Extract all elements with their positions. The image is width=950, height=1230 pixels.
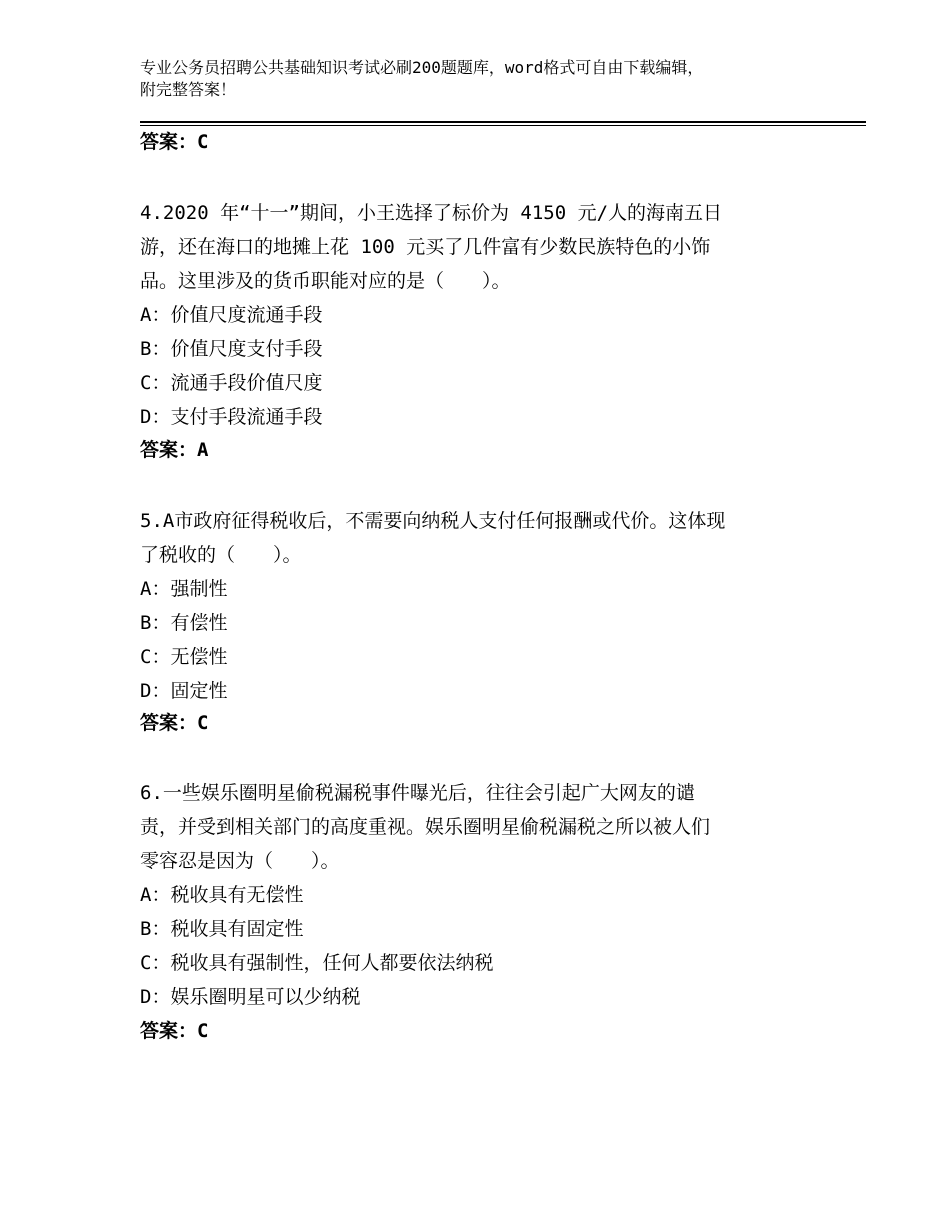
- option-a: A：税收具有无偿性: [140, 884, 304, 906]
- question-4: [140, 196, 812, 434]
- option-c: C：无偿性: [140, 646, 228, 668]
- question-stem: [140, 504, 812, 572]
- answer-5: 答案：C: [140, 712, 209, 734]
- option-c: C：税收具有强制性，任何人都要依法纳税: [140, 952, 494, 974]
- option-b: B：价值尺度支付手段: [140, 338, 323, 360]
- option-a: A：强制性: [140, 578, 228, 600]
- stem-line: 责，并受到相关部门的高度重视。娱乐圈明星偷税漏税之所以被人们: [140, 816, 711, 838]
- stem-line: 游，还在海口的地摊上花 100 元买了几件富有少数民族特色的小饰: [140, 236, 711, 258]
- option-c: C：流通手段价值尺度: [140, 372, 323, 394]
- stem-line: 6.一些娱乐圈明星偷税漏税事件曝光后，往往会引起广大网友的谴: [140, 782, 695, 804]
- option-d: D：固定性: [140, 680, 228, 702]
- option-b: B：税收具有固定性: [140, 918, 304, 940]
- header-divider-thick: [140, 121, 866, 123]
- answer-previous: 答案：C: [140, 131, 209, 153]
- answer-4: 答案：A: [140, 439, 209, 461]
- option-b: B：有偿性: [140, 612, 228, 634]
- question-stem: [140, 776, 812, 878]
- option-d: D：支付手段流通手段: [140, 406, 323, 428]
- option-a: A：价值尺度流通手段: [140, 304, 323, 326]
- question-6: [140, 776, 812, 1014]
- header-line-2: 附完整答案！: [140, 80, 237, 99]
- stem-line: 4.2020 年“十一”期间，小王选择了标价为 4150 元/人的海南五日: [140, 202, 723, 224]
- document-header: [140, 57, 820, 101]
- header-divider-thin: [140, 125, 866, 126]
- stem-line: 零容忍是因为（ ）。: [140, 850, 340, 872]
- stem-line: 5.A市政府征得税收后，不需要向纳税人支付任何报酬或代价。这体现: [140, 510, 726, 532]
- stem-line: 了税收的（ ）。: [140, 544, 302, 566]
- header-line-1: 专业公务员招聘公共基础知识考试必刷200题题库，word格式可自由下载编辑，: [140, 58, 704, 77]
- question-5: [140, 504, 812, 708]
- stem-line: 品。这里涉及的货币职能对应的是（ ）。: [140, 270, 511, 292]
- question-stem: [140, 196, 812, 298]
- option-d: D：娱乐圈明星可以少纳税: [140, 986, 361, 1008]
- answer-6: 答案：C: [140, 1020, 209, 1042]
